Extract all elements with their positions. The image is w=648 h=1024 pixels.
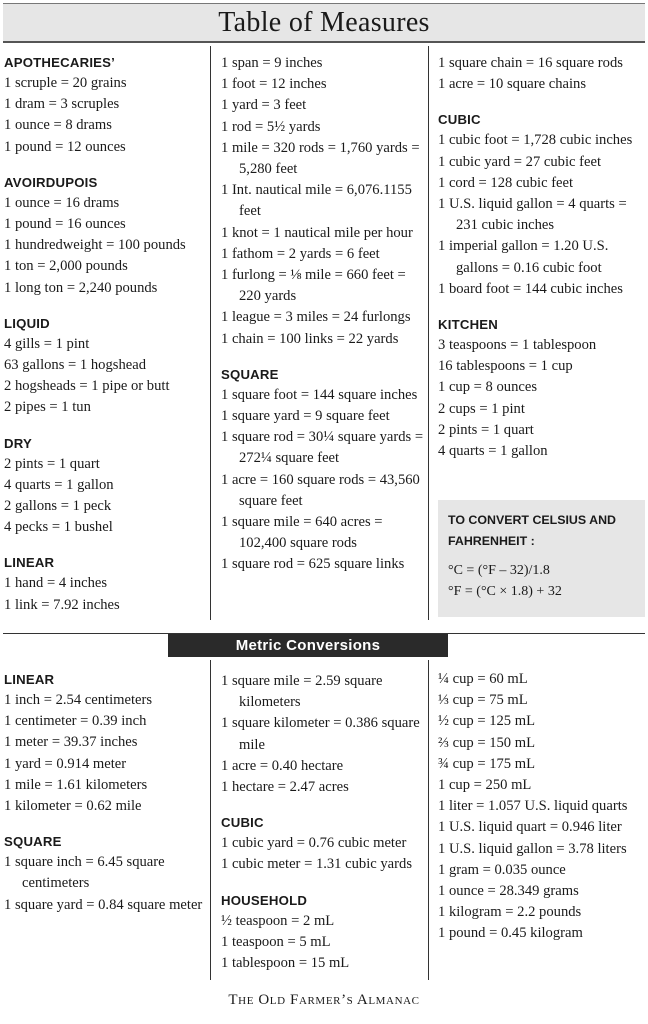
metric-entry: ⅓ cup = 75 mL [438, 692, 528, 709]
measure-entry: 1 ton = 2,000 pounds [4, 258, 128, 275]
section-heading-square: SQUARE [221, 366, 279, 382]
metric-entry: 1 cup = 250 mL [438, 777, 532, 794]
measure-entry: 1 imperial gallon = 1.20 U.S. gallons = 0.16 cubic foot [438, 238, 609, 276]
column-divider [210, 660, 211, 980]
measure-entry: 1 square foot = 144 square inches [221, 386, 418, 403]
title-banner [3, 3, 645, 43]
measures-column-3 [438, 53, 645, 462]
measure-entry: 1 cord = 128 cubic feet [438, 174, 574, 191]
measure-entry: 2 pints = 1 quart [4, 455, 100, 472]
measure-entry: 1 ounce = 16 drams [4, 194, 120, 211]
measure-entry: 2 pints = 1 quart [438, 421, 534, 438]
measure-entry: 1 knot = 1 nautical mile per hour [221, 224, 413, 241]
metric-entry: 1 kilometer = 0.62 mile [4, 798, 142, 815]
measure-entry: 1 long ton = 2,240 pounds [4, 279, 158, 296]
metric-entry: 1 gram = 0.035 ounce [438, 861, 566, 878]
measure-entry: 1 rod = 5½ yards [221, 118, 321, 135]
measure-entry: 1 cup = 8 ounces [438, 379, 538, 396]
section-heading-metric-square: SQUARE [4, 834, 62, 850]
measure-entry: 2 pipes = 1 tun [4, 399, 91, 416]
measure-entry: 1 Int. nautical mile = 6,076.1155 feet [221, 182, 412, 220]
measure-entry: 1 foot = 12 inches [221, 76, 327, 93]
metric-entry: ⅔ cup = 150 mL [438, 734, 535, 751]
measure-entry: 1 square chain = 16 square rods [438, 55, 623, 71]
metric-conversions-banner: Metric Conversions [168, 634, 448, 657]
metric-entry: 1 teaspoon = 5 mL [221, 933, 331, 950]
page-title: Table of Measures [218, 7, 430, 38]
measure-entry: 3 teaspoons = 1 tablespoon [438, 337, 597, 354]
measure-entry: 2 gallons = 1 peck [4, 498, 112, 515]
measure-entry: 2 hogsheads = 1 pipe or butt [4, 378, 170, 395]
measure-entry: 4 pecks = 1 bushel [4, 519, 113, 536]
metric-entry: ¼ cup = 60 mL [438, 671, 528, 687]
measure-entry: 1 board foot = 144 cubic inches [438, 280, 623, 297]
metric-column-1 [4, 669, 208, 916]
measure-entry: 1 pound = 12 ounces [4, 138, 126, 155]
section-heading-kitchen: KITCHEN [438, 317, 499, 333]
column-divider [210, 46, 211, 620]
measure-entry: 1 square yard = 9 square feet [221, 408, 390, 425]
metric-entry: ½ cup = 125 mL [438, 713, 535, 730]
column-divider [428, 660, 429, 980]
celsius-formula: °C = (°F – 32)/1.8 [448, 563, 550, 578]
metric-entry: 1 inch = 2.54 centimeters [4, 692, 153, 708]
fahrenheit-formula: °F = (°C × 1.8) + 32 [448, 584, 562, 599]
metric-entry: ½ teaspoon = 2 mL [221, 912, 335, 929]
measure-entry: 1 span = 9 inches [221, 55, 323, 71]
metric-entry: 1 meter = 39.37 inches [4, 734, 138, 751]
metric-entry: 1 cubic yard = 0.76 cubic meter [221, 835, 407, 852]
measure-entry: 1 pound = 16 ounces [4, 216, 126, 233]
section-heading-dry: DRY [4, 435, 32, 451]
metric-entry: 1 pound = 0.45 kilogram [438, 925, 583, 942]
metric-entry: 1 square yard = 0.84 square meter [4, 896, 203, 913]
section-heading-avoirdupois: AVOIRDUPOIS [4, 174, 98, 190]
metric-entry: 1 centimeter = 0.39 inch [4, 713, 147, 730]
measures-column-1 [4, 52, 208, 616]
measure-entry: 1 link = 7.92 inches [4, 596, 120, 613]
measure-entry: 1 square rod = 625 square links [221, 556, 405, 573]
measure-entry: 1 mile = 320 rods = 1,760 yards = 5,280 feet [221, 139, 420, 178]
metric-entry: ¾ cup = 175 mL [438, 755, 535, 772]
measure-entry: 4 gills = 1 pint [4, 335, 90, 352]
measure-entry: 1 cubic yard = 27 cubic feet [438, 153, 602, 170]
section-heading-linear: LINEAR [4, 555, 55, 571]
metric-entry: 1 cubic meter = 1.31 cubic yards [221, 856, 412, 873]
measure-entry: 1 dram = 3 scruples [4, 96, 120, 113]
section-heading-household: HOUSEHOLD [221, 892, 308, 908]
measure-entry: 1 yard = 3 feet [221, 97, 307, 114]
metric-entry: 1 ounce = 28.349 grams [438, 883, 579, 900]
measure-entry: 1 furlong = ⅛ mile = 660 feet = 220 yards [221, 267, 406, 305]
metric-entry: 1 tablespoon = 15 mL [221, 955, 350, 972]
metric-entry: 1 acre = 0.40 hectare [221, 757, 344, 774]
measure-entry: 4 quarts = 1 gallon [438, 443, 548, 460]
metric-entry: 1 liter = 1.057 U.S. liquid quarts [438, 798, 628, 815]
metric-entry: 1 mile = 1.61 kilometers [4, 776, 148, 793]
metric-entry: 1 square mile = 2.59 square kilometers [221, 673, 383, 711]
measure-entry: 16 tablespoons = 1 cup [438, 358, 573, 375]
measure-entry: 1 hand = 4 inches [4, 575, 108, 592]
measures-column-2 [221, 53, 426, 576]
section-heading-metric-linear: LINEAR [4, 672, 55, 687]
metric-entry: 1 U.S. liquid gallon = 3.78 liters [438, 840, 627, 857]
metric-column-2 [221, 671, 426, 974]
metric-column-3 [438, 669, 645, 945]
metric-entry: 1 U.S. liquid quart = 0.946 liter [438, 819, 622, 836]
measure-entry: 1 hundredweight = 100 pounds [4, 237, 186, 254]
publication-footer: The Old Farmer’s Almanac [228, 992, 420, 1008]
measure-entry: 1 cubic foot = 1,728 cubic inches [438, 132, 633, 149]
section-heading-cubic: CUBIC [438, 112, 481, 128]
measure-entry: 2 cups = 1 pint [438, 400, 525, 417]
section-heading-apothecaries: APOTHECARIES’ [4, 55, 116, 70]
measure-entry: 1 square mile = 640 acres = 102,400 square rods [221, 514, 383, 552]
conversion-heading: TO CONVERT CELSIUS AND FAHRENHEIT : [448, 513, 616, 548]
measure-entry: 63 gallons = 1 hogshead [4, 357, 146, 374]
section-heading-liquid: LIQUID [4, 315, 50, 331]
measure-entry: 1 fathom = 2 yards = 6 feet [221, 245, 380, 262]
section-heading-metric-cubic: CUBIC [221, 815, 264, 831]
measure-entry: 1 scruple = 20 grains [4, 75, 127, 91]
measure-entry: 1 chain = 100 links = 22 yards [221, 330, 399, 347]
measure-entry: 1 acre = 10 square chains [438, 76, 587, 93]
metric-entry: 1 yard = 0.914 meter [4, 755, 127, 772]
measure-entry: 1 ounce = 8 drams [4, 117, 112, 134]
measure-entry: 1 acre = 160 square rods = 43,560 square feet [221, 471, 420, 509]
measure-entry: 1 U.S. liquid gallon = 4 quarts = 231 cubic inches [438, 196, 627, 234]
measure-entry: 4 quarts = 1 gallon [4, 476, 114, 493]
metric-entry: 1 kilogram = 2.2 pounds [438, 904, 582, 921]
measure-entry: 1 league = 3 miles = 24 furlongs [221, 309, 411, 326]
metric-entry: 1 hectare = 2.47 acres [221, 779, 349, 796]
temperature-conversion-box [438, 500, 645, 617]
measure-entry: 1 square rod = 30¼ square yards = 272¼ square feet [221, 429, 424, 467]
column-divider [428, 46, 429, 620]
metric-entry: 1 square kilometer = 0.386 square mile [221, 715, 420, 753]
metric-entry: 1 square inch = 6.45 square centimeters [4, 854, 165, 892]
